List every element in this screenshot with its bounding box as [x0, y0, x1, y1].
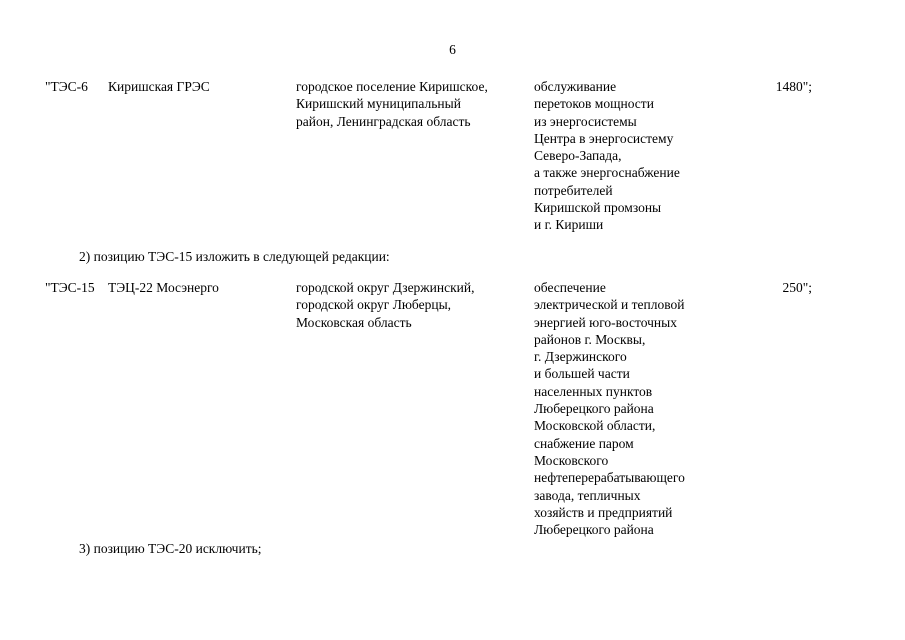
purpose-line: г. Дзержинского	[534, 349, 627, 365]
purpose-line: перетоков мощности	[534, 96, 654, 112]
purpose-line: районов г. Москвы,	[534, 331, 646, 347]
purpose-line: нефтеперерабатывающего	[534, 470, 685, 486]
purpose-line: Люберецкого района	[534, 401, 654, 417]
station-location	[296, 279, 474, 331]
station-power: 1480";	[775, 79, 812, 94]
purpose-line: Северо-Запада,	[534, 148, 622, 164]
location-line: городской округ Люберцы,	[296, 297, 452, 313]
purpose-line: электрической и тепловой	[534, 297, 685, 313]
station-code: "ТЭС-6	[45, 79, 88, 94]
station-power: 250";	[782, 280, 812, 295]
paragraph-item-3: 3) позицию ТЭС-20 исключить;	[79, 541, 262, 556]
purpose-line: из энергосистемы	[534, 113, 637, 129]
station-purpose	[534, 279, 685, 538]
location-line: городское поселение Киришское,	[296, 79, 488, 94]
location-line: Московская область	[296, 314, 412, 330]
purpose-line: энергией юго-восточных	[534, 314, 677, 330]
purpose-line: населенных пунктов	[534, 383, 653, 399]
station-location	[296, 78, 488, 130]
location-line: Киришский муниципальный	[296, 96, 461, 112]
purpose-line: Центра в энергосистему	[534, 130, 674, 146]
station-code: "ТЭС-15	[45, 280, 95, 295]
purpose-line: Киришской промзоны	[534, 200, 662, 216]
paragraph-item-2: 2) позицию ТЭС-15 изложить в следующей редакции:	[79, 249, 390, 264]
purpose-line: завода, тепличных	[534, 487, 641, 503]
purpose-line: и большей части	[534, 366, 630, 382]
purpose-line: обслуживание	[534, 79, 617, 94]
purpose-line: а также энергоснабжение	[534, 165, 680, 181]
purpose-line: и г. Кириши	[534, 217, 604, 233]
purpose-line: Московской области,	[534, 418, 656, 434]
purpose-line: Московского	[534, 452, 609, 468]
location-line: район, Ленинградская область	[296, 113, 471, 129]
location-line: городской округ Дзержинский,	[296, 280, 475, 295]
purpose-line: потребителей	[534, 182, 613, 198]
purpose-line: снабжение паром	[534, 435, 634, 451]
purpose-line: обеспечение	[534, 280, 606, 295]
station-name: Киришская ГРЭС	[108, 79, 210, 94]
purpose-line: Люберецкого района	[534, 522, 654, 538]
station-name: ТЭЦ-22 Мосэнерго	[108, 280, 219, 295]
page-number: 6	[449, 42, 456, 57]
purpose-line: хозяйств и предприятий	[534, 504, 673, 520]
station-purpose	[534, 78, 680, 234]
